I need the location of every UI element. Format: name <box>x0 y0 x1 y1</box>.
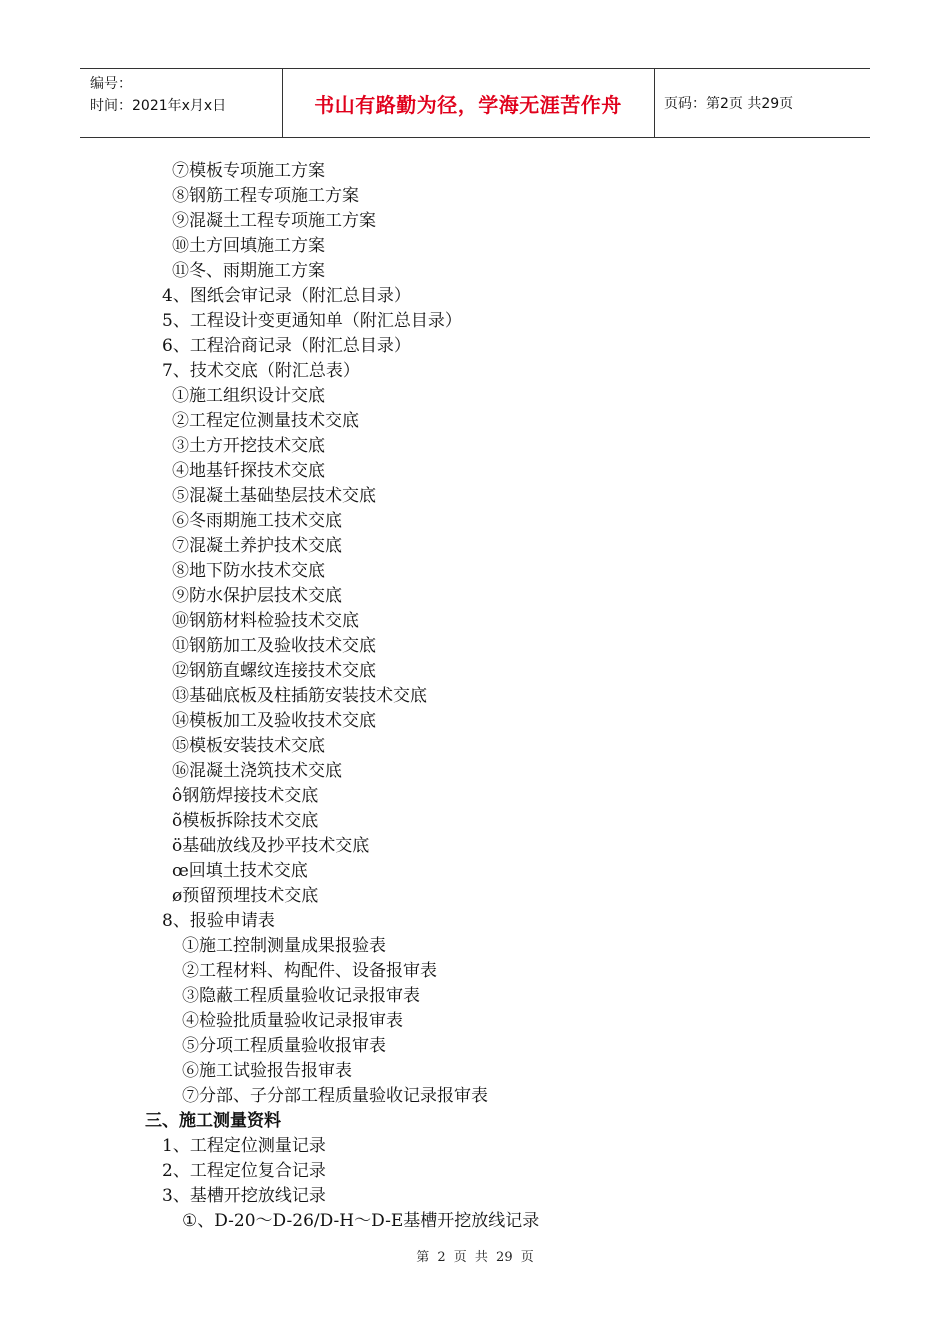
list-item: ⑭模板加工及验收技术交底 <box>172 711 376 731</box>
list-item: ⑬基础底板及柱插筋安装技术交底 <box>172 686 427 706</box>
number-label: 编号： <box>90 76 132 92</box>
header-divider <box>654 69 655 137</box>
list-item: õ模板拆除技术交底 <box>172 811 319 831</box>
header-info <box>90 73 226 117</box>
list-item: œ回填土技术交底 <box>172 861 308 881</box>
list-item: 1、工程定位测量记录 <box>162 1136 326 1156</box>
list-item: 6、工程洽商记录（附汇总目录） <box>162 336 411 356</box>
header-table <box>80 68 870 138</box>
list-item: ⑪冬、雨期施工方案 <box>172 261 325 281</box>
list-item: ö基础放线及抄平技术交底 <box>172 836 370 856</box>
list-item: ø预留预埋技术交底 <box>172 886 319 906</box>
list-item: ⑤混凝土基础垫层技术交底 <box>172 486 376 506</box>
list-item: 2、工程定位复合记录 <box>162 1161 326 1181</box>
list-item: 8、报验申请表 <box>162 911 275 931</box>
list-item: ②工程定位测量技术交底 <box>172 411 359 431</box>
list-item: ⑪钢筋加工及验收技术交底 <box>172 636 376 656</box>
list-item: ③隐蔽工程质量验收记录报审表 <box>182 986 420 1006</box>
list-item: ⑫钢筋直螺纹连接技术交底 <box>172 661 376 681</box>
list-item: ①施工控制测量成果报验表 <box>182 936 386 956</box>
list-item: ⑦混凝土养护技术交底 <box>172 536 342 556</box>
list-item: ⑦模板专项施工方案 <box>172 161 325 181</box>
list-item: ④地基钎探技术交底 <box>172 461 325 481</box>
list-item: ①、D-20～D-26/D-H～D-E基槽开挖放线记录 <box>182 1211 540 1231</box>
list-item: ⑮模板安装技术交底 <box>172 736 325 756</box>
list-item: 7、技术交底（附汇总表） <box>162 361 360 381</box>
list-item: ⑩土方回填施工方案 <box>172 236 325 256</box>
list-item: ②工程材料、构配件、设备报审表 <box>182 961 437 981</box>
list-item: ⑧地下防水技术交底 <box>172 561 325 581</box>
page-footer: 第 2 页 共 29 页 <box>416 1250 534 1265</box>
header-page-number: 页码：第2页 共29页 <box>664 96 794 112</box>
list-item: ①施工组织设计交底 <box>172 386 325 406</box>
section-heading: 三、施工测量资料 <box>145 1111 281 1131</box>
list-item: ⑧钢筋工程专项施工方案 <box>172 186 359 206</box>
list-item: ô钢筋焊接技术交底 <box>172 786 319 806</box>
list-item: ⑨混凝土工程专项施工方案 <box>172 211 376 231</box>
list-item: 4、图纸会审记录（附汇总目录） <box>162 286 411 306</box>
list-item: 5、工程设计变更通知单（附汇总目录） <box>162 311 462 331</box>
list-item: ③土方开挖技术交底 <box>172 436 325 456</box>
list-item: ⑯混凝土浇筑技术交底 <box>172 761 342 781</box>
list-item: ④检验批质量验收记录报审表 <box>182 1011 403 1031</box>
header-motto: 书山有路勤为径，学海无涯苦作舟 <box>314 92 622 117</box>
list-item: ⑦分部、子分部工程质量验收记录报审表 <box>182 1086 488 1106</box>
time-label: 时间：2021年x月x日 <box>90 98 227 114</box>
list-item: ⑤分项工程质量验收报审表 <box>182 1036 386 1056</box>
list-item: ⑥施工试验报告报审表 <box>182 1061 352 1081</box>
list-item: ⑥冬雨期施工技术交底 <box>172 511 342 531</box>
list-item: ⑩钢筋材料检验技术交底 <box>172 611 359 631</box>
list-item: 3、基槽开挖放线记录 <box>162 1186 326 1206</box>
list-item: ⑨防水保护层技术交底 <box>172 586 342 606</box>
